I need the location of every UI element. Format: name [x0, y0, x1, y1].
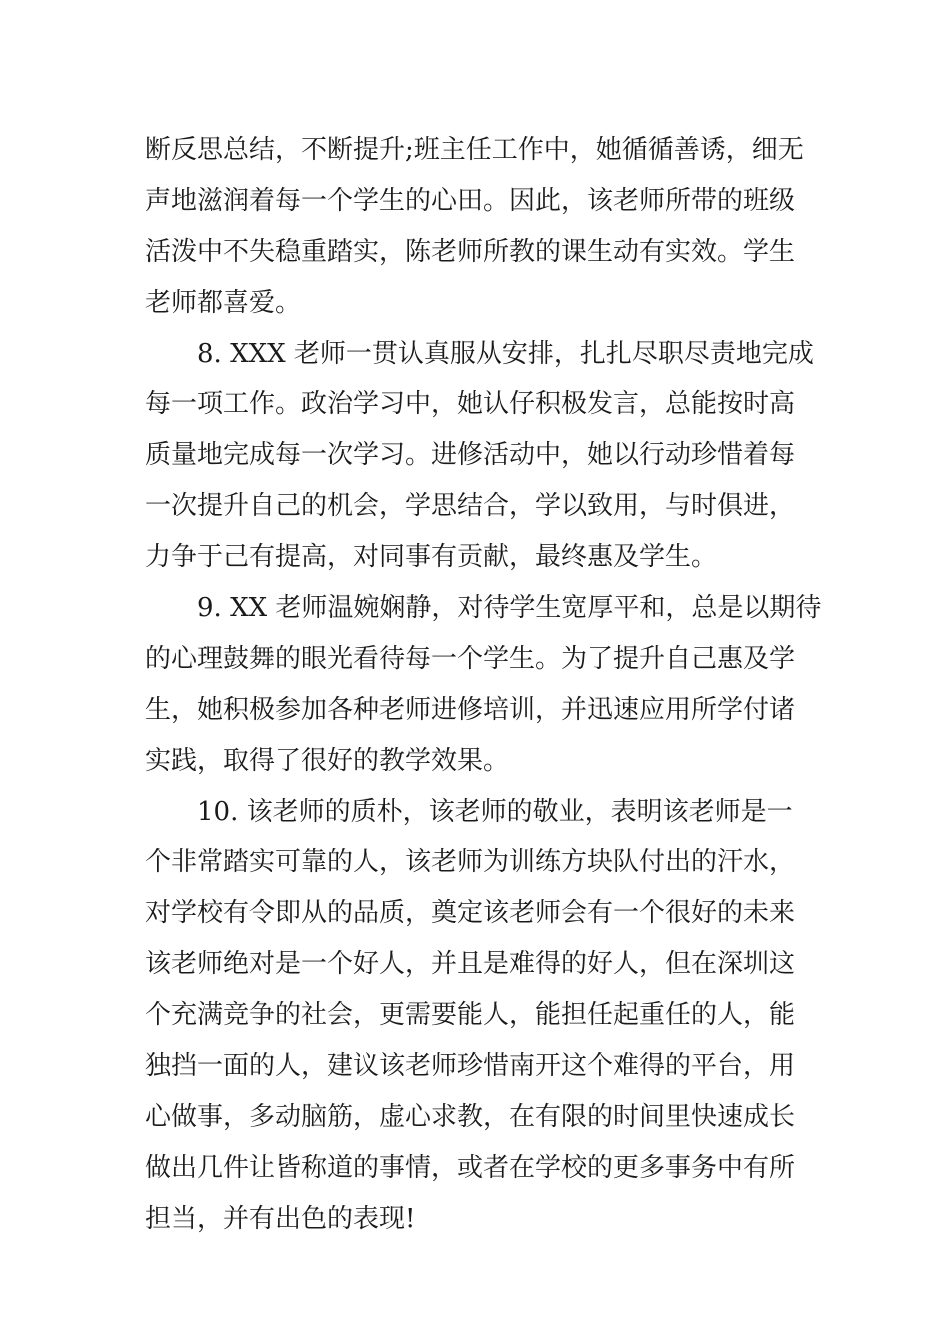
text-line: 生，她积极参加各种老师进修培训，并迅速应用所学付诸: [145, 694, 796, 725]
text-line: 独挡一面的人，建议该老师珍惜南开这个难得的平台，用: [145, 1051, 796, 1082]
text-line: 对学校有令即从的品质，奠定该老师会有一个很好的未来: [145, 898, 796, 929]
text-line: 心做事，多动脑筋，虚心求教，在有限的时间里快速成长: [145, 1101, 796, 1132]
text-line: 老师都喜爱。: [145, 287, 302, 318]
text-line: 断反思总结，不断提升;班主任工作中，她循循善诱，细无: [145, 135, 804, 165]
text-line: 活泼中不失稳重踏实，陈老师所教的课生动有实效。学生: [145, 236, 796, 267]
text-line: 质量地完成每一次学习。进修活动中，她以行动珍惜着每: [145, 440, 796, 471]
text-line: 的心理鼓舞的眼光看待每一个学生。为了提升自己惠及学: [145, 643, 796, 674]
text-line: 该老师绝对是一个好人，并且是难得的好人，但在深圳这: [145, 949, 796, 980]
paragraph-10-first-line: 10. 该老师的质朴，该老师的敬业，表明该老师是一: [197, 796, 793, 827]
text-line: 每一项工作。政治学习中，她认仔积极发言，总能按时高: [145, 389, 796, 420]
text-line: 做出几件让皆称道的事情，或者在学校的更多事务中有所: [145, 1152, 796, 1183]
text-line: 一次提升自己的机会，学思结合，学以致用，与时俱进，: [145, 491, 796, 522]
text-line: 声地滋润着每一个学生的心田。因此，该老师所带的班级: [145, 185, 796, 216]
paragraph-9-first-line: 9. XX 老师温婉娴静，对待学生宽厚平和，总是以期待: [197, 593, 822, 624]
document-body: [145, 125, 822, 1245]
text-line: 个充满竞争的社会，更需要能人，能担任起重任的人，能: [145, 1000, 796, 1031]
text-line: 担当，并有出色的表现!: [145, 1203, 416, 1234]
text-line: 个非常踏实可靠的人，该老师为训练方块队付出的汗水，: [145, 847, 796, 878]
text-line: 力争于己有提高，对同事有贡献，最终惠及学生。: [145, 542, 718, 573]
text-line: 实践，取得了很好的教学效果。: [145, 745, 510, 776]
paragraph-8-first-line: 8. XXX 老师一贯认真服从安排，扎扎尽职尽责地完成: [197, 338, 814, 369]
